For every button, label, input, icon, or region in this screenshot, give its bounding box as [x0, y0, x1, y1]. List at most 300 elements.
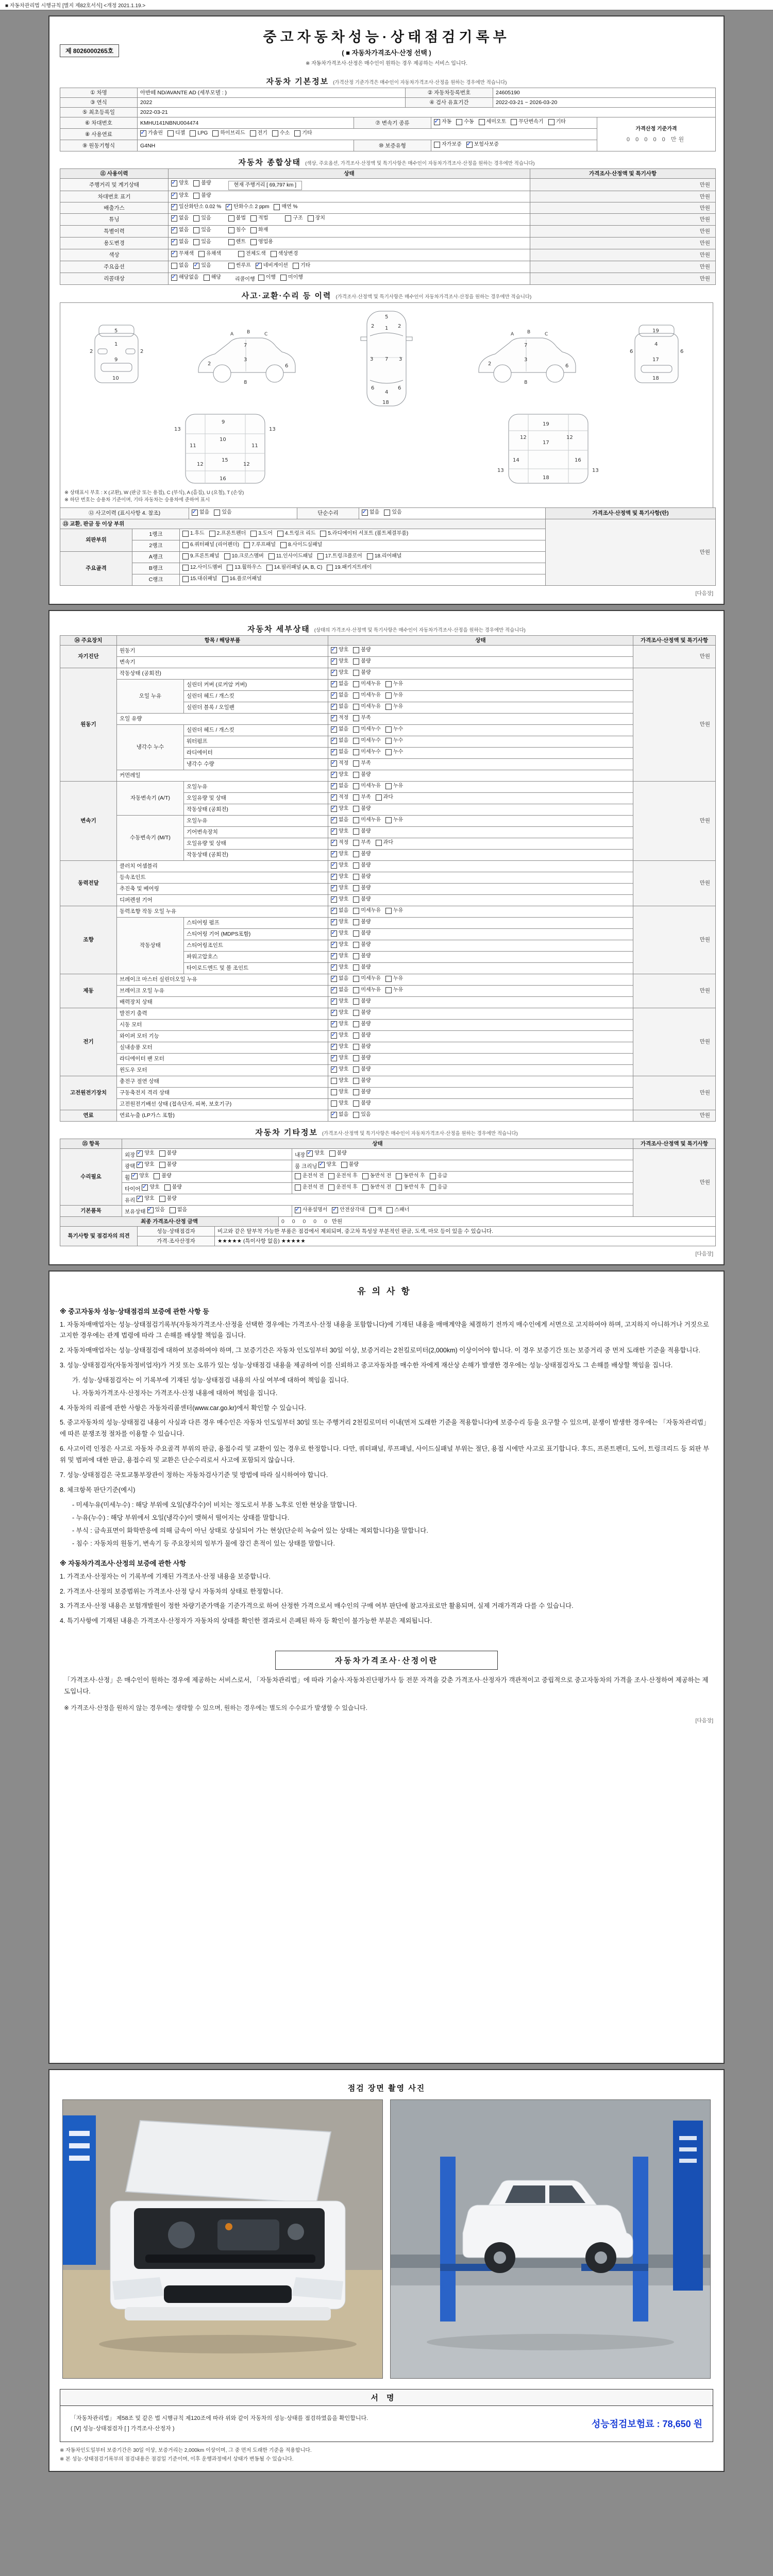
photos-title: 점검 장면 촬영 사진: [347, 2083, 426, 2093]
checkbox-icon[interactable]: [182, 553, 189, 560]
checkbox-icon[interactable]: [353, 1112, 359, 1118]
checkbox-icon[interactable]: [353, 1100, 359, 1107]
state-options: [328, 1030, 633, 1042]
option-label: 미세누수: [361, 726, 381, 732]
option-label: 있음: [201, 215, 211, 221]
option-unchecked: [385, 703, 403, 711]
checkbox-icon[interactable]: [295, 1207, 301, 1213]
checkbox-icon[interactable]: [466, 142, 473, 148]
checkbox-icon[interactable]: [171, 239, 177, 245]
form-reference-note: [0, 0, 773, 10]
option-label: 있음: [201, 263, 211, 268]
checkbox-icon[interactable]: [362, 1173, 368, 1179]
svg-text:18: 18: [382, 400, 389, 405]
state-options: [328, 1064, 633, 1076]
checkbox-icon[interactable]: [171, 275, 177, 281]
checkbox-icon[interactable]: [250, 239, 257, 245]
option-checked: [193, 262, 211, 270]
checkbox-icon[interactable]: [384, 510, 390, 516]
checkbox-icon[interactable]: [331, 930, 337, 937]
checkbox-icon[interactable]: [222, 576, 228, 582]
checkbox-icon[interactable]: [227, 565, 233, 571]
item-label: 스티어링 펌프: [184, 917, 328, 928]
svg-text:5: 5: [114, 328, 118, 334]
checkbox-icon[interactable]: [353, 647, 359, 653]
group-label: 연료: [60, 1110, 117, 1121]
checkbox-icon[interactable]: [548, 119, 554, 125]
checkbox-icon[interactable]: [182, 576, 189, 582]
checkbox-icon[interactable]: [353, 908, 359, 914]
checkbox-icon[interactable]: [331, 862, 337, 869]
option-unchecked: [548, 118, 566, 126]
checkbox-icon[interactable]: [331, 1112, 337, 1118]
checkbox-icon[interactable]: [353, 987, 359, 993]
checkbox-icon[interactable]: [353, 715, 359, 721]
checkbox-icon[interactable]: [362, 510, 368, 516]
checkbox-icon[interactable]: [434, 119, 440, 125]
checkbox-icon[interactable]: [331, 964, 337, 971]
checkbox-icon[interactable]: [228, 215, 234, 222]
row-state: [169, 273, 530, 285]
checkbox-icon[interactable]: [331, 998, 337, 1005]
option-label: 양호: [339, 1021, 349, 1027]
checkbox-icon[interactable]: [353, 1066, 359, 1073]
checkbox-icon[interactable]: [353, 919, 359, 925]
checkbox-icon[interactable]: [159, 1196, 165, 1202]
checkbox-icon[interactable]: [511, 119, 517, 125]
checkbox-icon[interactable]: [147, 1207, 154, 1213]
damage-legend-line-2: ※ 하단 번호는 승용차 기준이며, 기타 자동차는 승용차에 준하여 표시: [64, 497, 210, 503]
option-unchecked: [353, 759, 371, 768]
checkbox-icon[interactable]: [331, 828, 337, 835]
checkbox-icon[interactable]: [320, 531, 326, 537]
checkbox-icon[interactable]: [198, 251, 205, 257]
checkbox-icon[interactable]: [353, 874, 359, 880]
option-label: 불량: [361, 896, 371, 902]
checkbox-icon[interactable]: [385, 726, 392, 733]
checkbox-icon[interactable]: [353, 885, 359, 891]
checkbox-icon[interactable]: [193, 239, 199, 245]
checkbox-icon[interactable]: [154, 1173, 160, 1179]
checkbox-icon[interactable]: [204, 275, 210, 281]
checkbox-icon[interactable]: [307, 1150, 313, 1157]
option-checked: [226, 203, 269, 211]
checkbox-icon[interactable]: [280, 542, 287, 548]
checkbox-icon[interactable]: [331, 806, 337, 812]
option-checked: [331, 861, 348, 870]
checkbox-icon[interactable]: [171, 215, 177, 222]
checkbox-icon[interactable]: [434, 142, 440, 148]
checkbox-icon[interactable]: [385, 987, 392, 993]
checkbox-icon[interactable]: [353, 681, 359, 687]
option-unchecked: [228, 214, 246, 223]
checkbox-icon[interactable]: [331, 919, 337, 925]
checkbox-icon[interactable]: [353, 896, 359, 903]
option-label: 양호: [339, 862, 349, 868]
checkbox-icon[interactable]: [353, 1044, 359, 1050]
checkbox-icon[interactable]: [396, 1184, 402, 1191]
checkbox-icon[interactable]: [331, 1044, 337, 1050]
checkbox-icon[interactable]: [182, 531, 189, 537]
option-label: 부족: [361, 715, 371, 721]
checkbox-icon[interactable]: [331, 704, 337, 710]
option-unchecked: [329, 1149, 347, 1158]
checkbox-icon[interactable]: [353, 942, 359, 948]
checkbox-icon[interactable]: [171, 193, 177, 199]
checkbox-icon[interactable]: [193, 193, 199, 199]
checkbox-icon[interactable]: [209, 531, 215, 537]
checkbox-icon[interactable]: [182, 542, 189, 548]
checkbox-icon[interactable]: [385, 749, 392, 755]
checkbox-icon[interactable]: [331, 726, 337, 733]
checkbox-icon[interactable]: [171, 204, 177, 210]
checkbox-icon[interactable]: [193, 227, 199, 233]
checkbox-icon[interactable]: [353, 1089, 359, 1095]
checkbox-icon[interactable]: [317, 553, 324, 560]
checkbox-icon[interactable]: [353, 726, 359, 733]
state-options: [328, 1053, 633, 1064]
option-label: 불량: [361, 805, 371, 811]
checkbox-icon[interactable]: [353, 760, 359, 767]
option-label: 수소: [279, 130, 290, 136]
checkbox-icon[interactable]: [353, 794, 359, 801]
transmission-options: [431, 117, 597, 129]
checkbox-icon[interactable]: [140, 130, 146, 137]
option-checked: [192, 509, 209, 517]
checkbox-icon[interactable]: [331, 760, 337, 767]
option-unchecked: [367, 552, 402, 561]
checkbox-icon[interactable]: [331, 670, 337, 676]
detail-note: (상태의 가격조사·산정액 및 특기사항은 매수인이 자동차가격조사·산정을 원하는 경우에만 적습니다): [314, 627, 526, 633]
option-checked: [331, 771, 348, 779]
option-checked: [331, 691, 348, 700]
option-unchecked: [353, 1020, 371, 1028]
checkbox-icon[interactable]: [170, 1207, 176, 1213]
price-cell: 만원: [530, 191, 716, 202]
option-label: 안전삼각대: [340, 1207, 365, 1213]
checkbox-icon[interactable]: [353, 840, 359, 846]
checkbox-icon[interactable]: [226, 204, 232, 210]
checkbox-icon[interactable]: [228, 263, 234, 269]
option-checked: [331, 669, 348, 677]
checkbox-icon[interactable]: [271, 251, 277, 257]
checkbox-icon[interactable]: [331, 817, 337, 823]
checkbox-icon[interactable]: [294, 130, 300, 137]
checkbox-icon[interactable]: [376, 840, 382, 846]
checkbox-icon[interactable]: [386, 1207, 393, 1213]
state-options: [328, 917, 633, 928]
checkbox-icon[interactable]: [295, 1173, 301, 1179]
opinion-group-label: 특기사항 및 점검자의 의견: [60, 1226, 138, 1246]
option-unchecked: [193, 214, 211, 223]
item-label: 클러치 어셈블리: [117, 860, 328, 872]
checkbox-icon[interactable]: [277, 531, 283, 537]
option-unchecked: [353, 748, 381, 756]
row-label: 주요옵션: [60, 261, 169, 273]
checkbox-icon[interactable]: [193, 263, 199, 269]
checkbox-icon[interactable]: [244, 542, 250, 548]
checkbox-icon[interactable]: [353, 692, 359, 699]
note-line: 나. 자동차가격조사·산정자는 가격조사·산정 내용에 대하여 책임을 집니다.: [72, 1389, 278, 1397]
checkbox-icon[interactable]: [353, 1055, 359, 1061]
checkbox-icon[interactable]: [137, 1150, 143, 1157]
checkbox-icon[interactable]: [308, 215, 314, 222]
checkbox-icon[interactable]: [331, 987, 337, 993]
option-unchecked: [198, 250, 221, 258]
checkbox-icon[interactable]: [331, 1021, 337, 1027]
option-unchecked: [250, 530, 273, 538]
checkbox-icon[interactable]: [331, 1078, 337, 1084]
option-unchecked: [193, 226, 211, 234]
checkbox-icon[interactable]: [171, 251, 177, 257]
checkbox-icon[interactable]: [353, 670, 359, 676]
checkbox-icon[interactable]: [331, 749, 337, 755]
checkbox-icon[interactable]: [331, 658, 337, 665]
option-label: 과다: [383, 839, 393, 845]
item-label: 원동기: [117, 645, 328, 656]
svg-text:A: A: [510, 332, 514, 337]
checkbox-icon[interactable]: [331, 681, 337, 687]
checkbox-icon[interactable]: [167, 130, 174, 137]
option-label: 양호: [339, 1066, 349, 1072]
engine-value: G4NH: [138, 140, 354, 151]
checkbox-icon[interactable]: [353, 828, 359, 835]
checkbox-icon[interactable]: [331, 715, 337, 721]
option-unchecked: [362, 1172, 391, 1180]
checkbox-icon[interactable]: [171, 180, 177, 187]
checkbox-icon[interactable]: [353, 930, 359, 937]
checkbox-icon[interactable]: [318, 1162, 325, 1168]
option-label: 스패너: [394, 1207, 410, 1213]
svg-text:4: 4: [654, 342, 658, 347]
checkbox-icon[interactable]: [396, 1173, 402, 1179]
option-unchecked: [228, 262, 251, 270]
checkbox-icon[interactable]: [331, 851, 337, 857]
checkbox-icon[interactable]: [328, 1173, 334, 1179]
option-label: 화재: [258, 227, 268, 233]
overall-col-use: ⑪ 사용이력: [60, 169, 169, 179]
checkbox-icon[interactable]: [331, 1089, 337, 1095]
form-reference-text: ■ 자동차관리법 시행규칙 [별지 제82호서식] <개정 2021.1.19.>: [5, 3, 146, 9]
checkbox-icon[interactable]: [224, 553, 230, 560]
state-options: [328, 758, 633, 770]
checkbox-icon[interactable]: [131, 1173, 138, 1179]
option-unchecked: [434, 141, 462, 149]
checkbox-icon[interactable]: [353, 1032, 359, 1039]
state-options: [328, 962, 633, 974]
option-checked: [256, 262, 288, 270]
lift-post: [440, 2157, 456, 2321]
price-cell: 만원: [633, 974, 716, 1008]
checkbox-icon[interactable]: [353, 1010, 359, 1016]
checkbox-icon[interactable]: [385, 704, 392, 710]
checkbox-icon[interactable]: [385, 976, 392, 982]
checkbox-icon[interactable]: [238, 251, 244, 257]
checkbox-icon[interactable]: [137, 1162, 143, 1168]
checkbox-icon[interactable]: [192, 510, 198, 516]
checkbox-icon[interactable]: [353, 851, 359, 857]
checkbox-icon[interactable]: [293, 263, 299, 269]
option-label: 15.대쉬패널: [190, 575, 217, 582]
checkbox-icon[interactable]: [193, 215, 199, 222]
checkbox-icon[interactable]: [280, 275, 287, 281]
checkbox-icon[interactable]: [272, 130, 278, 137]
option-checked: [331, 986, 348, 994]
checkbox-icon[interactable]: [328, 1184, 334, 1191]
checkbox-icon[interactable]: [258, 275, 264, 281]
svg-text:13: 13: [268, 427, 276, 432]
checkbox-icon[interactable]: [430, 1173, 436, 1179]
checkbox-icon[interactable]: [250, 215, 257, 222]
checkbox-icon[interactable]: [353, 976, 359, 982]
checkbox-icon[interactable]: [385, 783, 392, 789]
checkbox-icon[interactable]: [228, 239, 234, 245]
damage-diagram-box: [60, 302, 713, 508]
checkbox-icon[interactable]: [385, 681, 392, 687]
checkbox-icon[interactable]: [353, 783, 359, 789]
checkbox-icon[interactable]: [331, 772, 337, 778]
checkbox-icon[interactable]: [182, 565, 189, 571]
checkbox-icon[interactable]: [274, 204, 280, 210]
option-unchecked: [353, 975, 381, 983]
option-checked: [137, 1195, 154, 1203]
checkbox-icon[interactable]: [256, 263, 262, 269]
checkbox-icon[interactable]: [171, 227, 177, 233]
option-label: 양호: [339, 953, 349, 959]
checkbox-icon[interactable]: [353, 704, 359, 710]
checkbox-icon[interactable]: [353, 772, 359, 778]
checkbox-icon[interactable]: [193, 180, 199, 187]
rankC-items: [180, 574, 546, 585]
checkbox-icon[interactable]: [353, 998, 359, 1005]
option-unchecked: [331, 1077, 348, 1085]
checkbox-icon[interactable]: [327, 565, 333, 571]
option-checked: [331, 918, 348, 926]
checkbox-icon[interactable]: [385, 692, 392, 699]
checkbox-icon[interactable]: [331, 1055, 337, 1061]
checkbox-icon[interactable]: [159, 1162, 165, 1168]
checkbox-icon[interactable]: [331, 874, 337, 880]
checkbox-icon[interactable]: [353, 964, 359, 971]
checkbox-icon[interactable]: [362, 1184, 368, 1191]
checkbox-icon[interactable]: [331, 783, 337, 789]
option-unchecked: [238, 250, 266, 258]
checkbox-icon[interactable]: [331, 1100, 337, 1107]
checkbox-icon[interactable]: [353, 1078, 359, 1084]
option-label: 자가보증: [442, 142, 462, 147]
checkbox-icon[interactable]: [385, 738, 392, 744]
checkbox-icon[interactable]: [214, 510, 220, 516]
option-label: 13.휠하우스: [234, 564, 262, 570]
checkbox-icon[interactable]: [250, 531, 257, 537]
checkbox-icon[interactable]: [331, 885, 337, 891]
checkbox-icon[interactable]: [190, 130, 196, 137]
checkbox-icon[interactable]: [331, 1010, 337, 1016]
checkbox-icon[interactable]: [331, 953, 337, 959]
option-unchecked: [244, 541, 276, 549]
checkbox-icon[interactable]: [268, 553, 275, 560]
option-checked: [331, 1111, 348, 1119]
option-label: 운전석 후: [336, 1173, 358, 1179]
checkbox-icon[interactable]: [341, 1162, 347, 1168]
checkbox-icon[interactable]: [369, 1207, 376, 1213]
option-label: 적정: [339, 839, 349, 845]
state-options: [328, 690, 633, 702]
rankB-label: B랭크: [132, 563, 180, 574]
option-checked: [171, 214, 189, 223]
option-label: 7.루프패널: [251, 541, 276, 548]
checkbox-icon[interactable]: [159, 1150, 165, 1157]
option-label: 무채색: [179, 251, 194, 257]
checkbox-icon[interactable]: [266, 565, 273, 571]
checkbox-icon[interactable]: [295, 1184, 301, 1191]
checkbox-icon[interactable]: [353, 749, 359, 755]
note-line: - 미세누유(미세누수) : 해당 부위에 오일(냉각수)이 비치는 정도로서 부품 노후로 인한 현상을 말합니다.: [72, 1501, 357, 1509]
checkbox-icon[interactable]: [331, 1032, 337, 1039]
checkbox-icon[interactable]: [376, 794, 382, 801]
checkbox-icon[interactable]: [332, 1207, 338, 1213]
checkbox-icon[interactable]: [353, 953, 359, 959]
checkbox-icon[interactable]: [367, 553, 373, 560]
checkbox-icon[interactable]: [353, 738, 359, 744]
checkbox-icon[interactable]: [331, 896, 337, 903]
checkbox-icon[interactable]: [456, 119, 462, 125]
option-unchecked: [272, 129, 290, 138]
checkbox-icon[interactable]: [385, 817, 392, 823]
checkbox-icon[interactable]: [331, 976, 337, 982]
svg-text:7: 7: [384, 357, 389, 362]
checkbox-icon[interactable]: [331, 692, 337, 699]
checkbox-icon[interactable]: [171, 263, 177, 269]
checkbox-icon[interactable]: [212, 130, 219, 137]
checkbox-icon[interactable]: [331, 1066, 337, 1073]
checkbox-icon[interactable]: [479, 119, 485, 125]
checkbox-icon[interactable]: [353, 658, 359, 665]
option-label: 불량: [361, 1066, 371, 1072]
exterior-label: 외장: [125, 1151, 136, 1158]
option-unchecked: [328, 1172, 357, 1180]
glass-label: 유리: [125, 1197, 136, 1204]
checkbox-icon[interactable]: [331, 908, 337, 914]
checkbox-icon[interactable]: [353, 1021, 359, 1027]
checkbox-icon[interactable]: [137, 1196, 143, 1202]
checkbox-icon[interactable]: [285, 215, 291, 222]
checkbox-icon[interactable]: [329, 1150, 335, 1157]
option-label: 4.트렁크 리드: [284, 530, 316, 536]
checkbox-icon[interactable]: [228, 227, 234, 233]
option-label: 없음: [339, 726, 349, 732]
checkbox-icon[interactable]: [250, 130, 256, 137]
checkbox-icon[interactable]: [331, 647, 337, 653]
checkbox-icon[interactable]: [164, 1184, 171, 1191]
checkbox-icon[interactable]: [353, 817, 359, 823]
option-checked: [331, 850, 348, 858]
option-label: 불량: [361, 771, 371, 777]
checkbox-icon[interactable]: [353, 862, 359, 869]
option-label: 18.리어패널: [374, 553, 402, 559]
checkbox-icon[interactable]: [430, 1184, 436, 1191]
checkbox-icon[interactable]: [250, 227, 257, 233]
option-unchecked: [228, 226, 246, 234]
checkbox-icon[interactable]: [331, 840, 337, 846]
accident-title: 사고·교환·수리 등 이력: [241, 292, 332, 300]
checkbox-icon[interactable]: [331, 794, 337, 801]
checkbox-icon[interactable]: [331, 942, 337, 948]
checkbox-icon[interactable]: [385, 908, 392, 914]
checkbox-icon[interactable]: [331, 738, 337, 744]
checkbox-icon[interactable]: [353, 806, 359, 812]
checkbox-icon[interactable]: [142, 1184, 148, 1191]
